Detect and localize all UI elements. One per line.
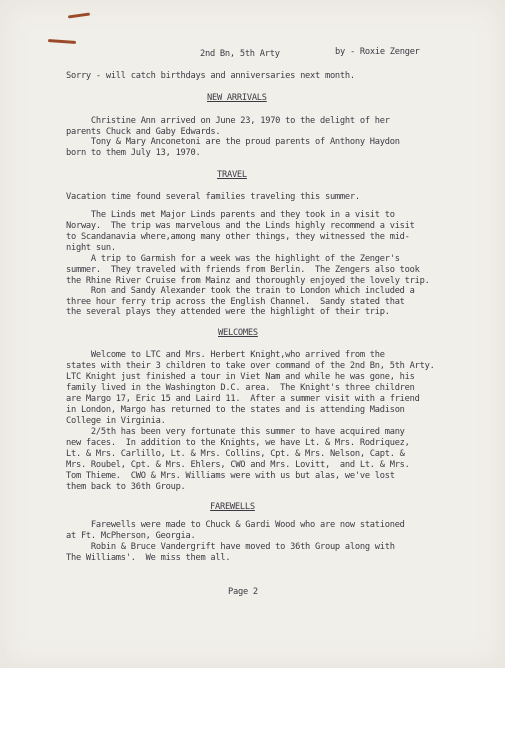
- paragraph-line: Welcome to LTC and Mrs. Herbert Knight,who arrived from the: [66, 350, 385, 360]
- paragraph-line: new faces. In addition to the Knights, we have Lt. & Mrs. Rodriquez,: [66, 438, 410, 448]
- section-heading-farewells: FAREWELLS: [210, 502, 255, 512]
- paragraph-line: three hour ferry trip across the English Channel. Sandy stated that: [66, 297, 405, 307]
- paragraph-line: at Ft. McPherson, Georgia.: [66, 531, 196, 541]
- paragraph-line: College in Virginia.: [66, 416, 166, 426]
- section-heading-welcomes: WELCOMES: [218, 328, 258, 338]
- paragraph-line: Tom Thieme. CWO & Mrs. Williams were with us but alas, we've lost: [66, 471, 395, 481]
- section-heading-new-arrivals: NEW ARRIVALS: [207, 93, 267, 103]
- byline: by - Roxie Zenger: [335, 47, 420, 57]
- paragraph-line: Tony & Mary Anconetoni are the proud parents of Anthony Haydon: [66, 137, 400, 147]
- paragraph-line: Robin & Bruce Vandergrift have moved to 36th Group along with: [66, 542, 395, 552]
- unit-heading: 2nd Bn, 5th Arty: [200, 49, 280, 59]
- paragraph-line: 2/5th has been very fortunate this summer to have acquired many: [66, 427, 405, 437]
- paragraph-line: Ron and Sandy Alexander took the train to London which included a: [66, 286, 415, 296]
- paragraph-line: A trip to Garmish for a week was the highlight of the Zenger's: [66, 254, 400, 264]
- bottom-margin: [0, 668, 526, 744]
- paragraph-line: Vacation time found several families traveling this summer.: [66, 192, 360, 202]
- paragraph-line: states with their 3 children to take over command of the 2nd Bn, 5th Arty.: [66, 361, 435, 371]
- paragraph-line: born to them July 13, 1970.: [66, 148, 201, 158]
- staple-mark: [48, 39, 76, 44]
- page-number: Page 2: [228, 587, 258, 597]
- paragraph-line: to Scandanavia where,among many other things, they witnessed the mid-: [66, 232, 410, 242]
- paragraph-line: Lt. & Mrs. Carlillo, Lt. & Mrs. Collins, Cpt. & Mrs. Nelson, Capt. &: [66, 449, 405, 459]
- paragraph-line: Norway. The trip was marvelous and the Linds highly recommend a visit: [66, 221, 415, 231]
- paragraph-line: The Williams'. We miss them all.: [66, 553, 231, 563]
- paragraph-line: Farewells were made to Chuck & Gardi Wood who are now stationed: [66, 520, 405, 530]
- staple-mark: [68, 12, 90, 18]
- paragraph-line: family lived in the Washington D.C. area. The Knight's three children: [66, 383, 415, 393]
- paragraph-line: night sun.: [66, 243, 116, 253]
- paragraph-line: Mrs. Roubel, Cpt. & Mrs. Ehlers, CWO and Mrs. Lovitt, and Lt. & Mrs.: [66, 460, 410, 470]
- intro-text: Sorry - will catch birthdays and anniversaries next month.: [66, 71, 355, 81]
- paragraph-line: LTC Knight just finished a tour in Viet Nam and while he was gone, his: [66, 372, 415, 382]
- paragraph-line: summer. They traveled with friends from Berlin. The Zengers also took: [66, 265, 420, 275]
- paragraph-line: in London, Margo has returned to the states and is attending Madison: [66, 405, 405, 415]
- paragraph-line: them back to 36th Group.: [66, 482, 186, 492]
- section-heading-travel: TRAVEL: [217, 170, 247, 180]
- paragraph-line: the several plays they attended were the highlight of their trip.: [66, 307, 390, 317]
- paragraph-line: parents Chuck and Gaby Edwards.: [66, 127, 221, 137]
- paragraph-line: are Margo 17, Eric 15 and Laird 11. After a summer visit with a friend: [66, 394, 420, 404]
- right-margin: [505, 0, 526, 744]
- paragraph-line: The Linds met Major Linds parents and they took in a visit to: [66, 210, 395, 220]
- paragraph-line: the Rhine River Cruise from Mainz and thoroughly enjoyed the lovely trip.: [66, 276, 430, 286]
- paragraph-line: Christine Ann arrived on June 23, 1970 to the delight of her: [66, 116, 390, 126]
